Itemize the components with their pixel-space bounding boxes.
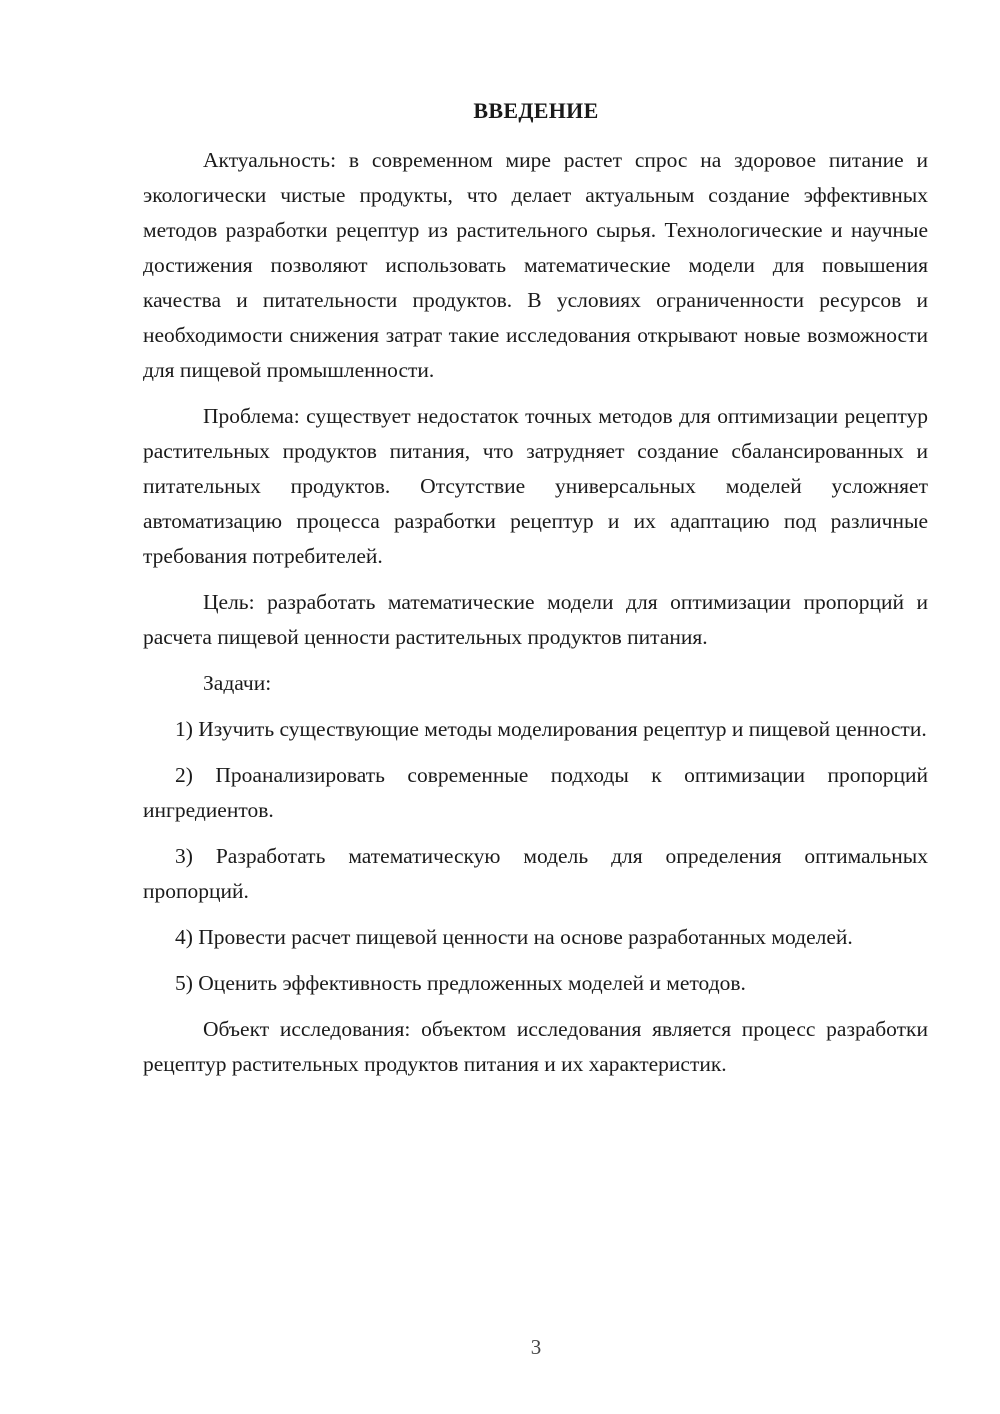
paragraph-goal: Цель: разработать математические модели для оптимизации пропорций и расчета пищевой ценности растительных продуктов питания. <box>143 590 928 649</box>
task-item-1: 1) Изучить существующие методы моделирования рецептур и пищевой ценности. <box>175 717 927 741</box>
task-item-4: 4) Провести расчет пищевой ценности на основе разработанных моделей. <box>175 925 853 949</box>
paragraph-research-object: Объект исследования: объектом исследования является процесс разработки рецептур растительных продуктов питания и их характеристик. <box>143 1017 928 1076</box>
task-item-2: 2) Проанализировать современные подходы к оптимизации пропорций ингредиентов. <box>143 763 928 822</box>
section-title: ВВЕДЕНИЕ <box>473 98 599 123</box>
paragraph-tasks-heading: Задачи: <box>203 671 272 695</box>
document-body <box>143 143 928 1093</box>
task-item-5: 5) Оценить эффективность предложенных моделей и методов. <box>175 971 746 995</box>
paragraph-problem: Проблема: существует недостаток точных методов для оптимизации рецептур растительных продуктов питания, что затрудняет создание сбалансированных и питательных продуктов. Отсутствие универсальных моделей усложняет автоматизацию процесса разработки рецептур и их адаптацию под различные требования потребителей. <box>143 404 928 568</box>
page-number: 3 <box>530 1335 542 1359</box>
task-item-3: 3) Разработать математическую модель для определения оптимальных пропорций. <box>143 844 928 903</box>
paragraph-relevance: Актуальность: в современном мире растет спрос на здоровое питание и экологически чистые продукты, что делает актуальным создание эффективных методов разработки рецептур из растительного сырья. Технологические и научные достижения позволяют использовать математические модели для повышения качества и питательности продуктов. В условиях ограниченности ресурсов и необходимости снижения затрат такие исследования открывают новые возможности для пищевой промышленности. <box>143 148 928 382</box>
